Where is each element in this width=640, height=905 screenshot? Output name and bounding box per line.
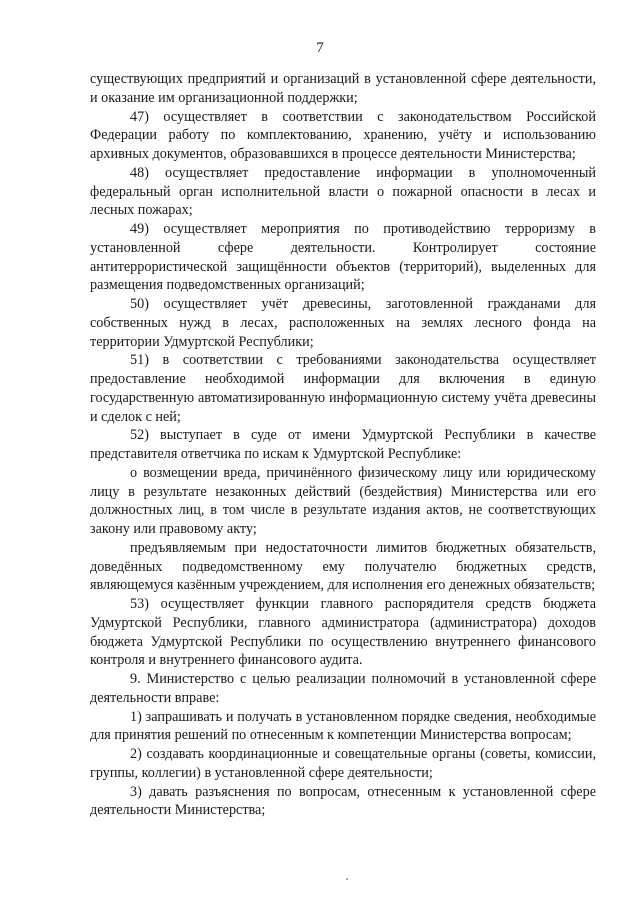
paragraph-item-53: 53) осуществляет функции главного распорядителя средств бюджета Удмуртской Республики, главного администратора (администратора) доходов бюджета Удмуртской Республики по осуществлению внутреннего финансового контроля и внутреннего финансового аудита. [90,596,596,669]
paragraph-continuation: существующих предприятий и организаций в установленной сфере деятельности, и оказание им организационной поддержки; [90,71,596,106]
paragraph-right-2: 2) создавать координационные и совещательные органы (советы, комиссии, группы, коллегии) в установленной сфере деятельности; [90,746,596,781]
paragraph-item-49: 49) осуществляет мероприятия по противодействию терроризму в установленной сфере деятельности. Контролирует состояние антитеррористической защищённости объектов (территорий), выделенных для размещения подведомственных организаций; [90,221,596,294]
page-number: 7 [316,40,324,56]
document-body [90,70,596,820]
paragraph-item-47: 47) осуществляет в соответствии с законодательством Российской Федерации работу по комплектованию, хранению, учёту и использованию архивных документов, образовавшихся в процессе деятельности Министерства; [90,108,596,162]
paragraph-item-52: 52) выступает в суде от имени Удмуртской Республики в качестве представителя ответчика по искам к Удмуртской Республике: [90,427,596,462]
paragraph-item-48: 48) осуществляет предоставление информации в уполномоченный федеральный орган исполнительной власти о пожарной опасности в лесах и лесных пожарах; [90,164,596,219]
paragraph-item-50: 50) осуществляет учёт древесины, заготовленной гражданами для собственных нужд в лесах, расположенных на землях лесного фонда на территории Удмуртской Республики; [90,296,596,350]
paragraph-item-52-sub-2: предъявляемым при недостаточности лимитов бюджетных обязательств, доведённых подведомственному ему получателю бюджетных средств, являющемуся казённым учреждением, для исполнения его денежных обязательств; [90,539,596,594]
scan-artifact-dot [346,878,348,880]
paragraph-item-52-sub-1: о возмещении вреда, причинённого физическому лицу или юридическому лицу в результате незаконных действий (бездействия) Министерства или его должностных лиц, в том числе в результате издания актов, не соответствующих закону или правовому акту; [90,464,596,537]
paragraph-section-9: 9. Министерство с целью реализации полномочий в установленной сфере деятельности вправе: [90,671,596,706]
paragraph-right-3: 3) давать разъяснения по вопросам, отнесенным к установленной сфере деятельности Министерства; [90,783,596,819]
paragraph-right-1: 1) запрашивать и получать в установленном порядке сведения, необходимые для принятия решений по отнесенным к компетенции Министерства вопросам; [90,708,596,744]
paragraph-item-51: 51) в соответствии с требованиями законодательства осуществляет предоставление необходимой информации для включения в единую государственную автоматизированную информационную систему учёта древесины и сделок с ней; [90,352,596,425]
